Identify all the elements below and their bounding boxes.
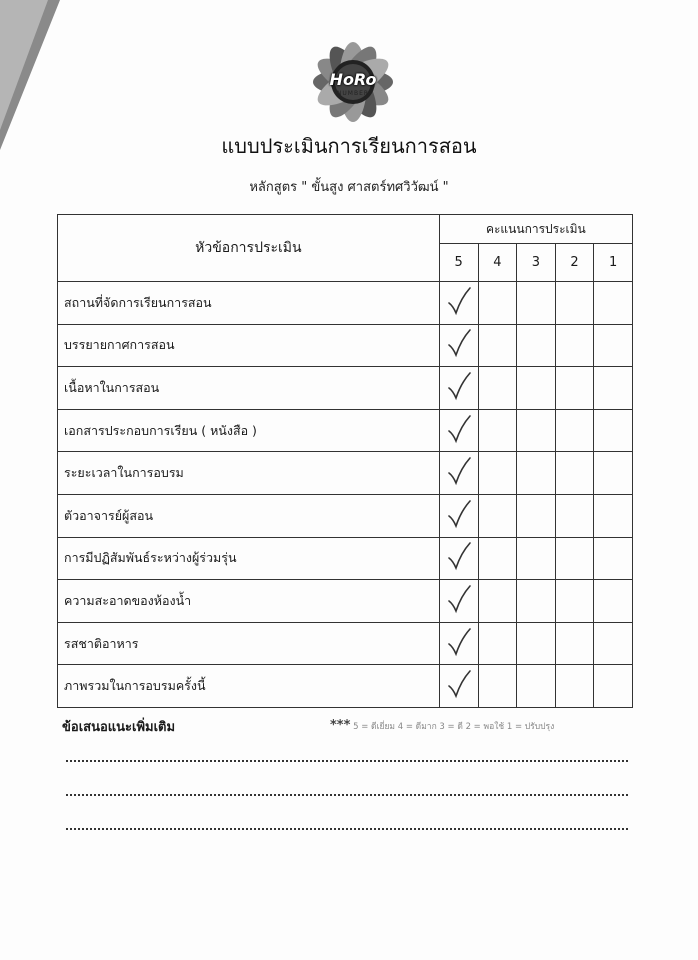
table-row bbox=[58, 494, 633, 537]
score-cell-4[interactable] bbox=[478, 665, 517, 708]
score-cell-3[interactable] bbox=[517, 622, 556, 665]
score-cell-2[interactable] bbox=[555, 494, 594, 537]
score-cell-2[interactable] bbox=[555, 324, 594, 367]
score-cell-4[interactable] bbox=[478, 367, 517, 410]
score-cell-3[interactable] bbox=[517, 452, 556, 495]
table-row bbox=[58, 282, 633, 325]
score-cell-1[interactable] bbox=[594, 367, 633, 410]
score-cell-4[interactable] bbox=[478, 452, 517, 495]
score-cell-1[interactable] bbox=[594, 452, 633, 495]
table-row bbox=[58, 537, 633, 580]
score-cell-5[interactable] bbox=[439, 324, 478, 367]
criteria-label: ความสะอาดของห้องน้ำ bbox=[58, 580, 440, 623]
table-row bbox=[58, 452, 633, 495]
score-cell-4[interactable] bbox=[478, 324, 517, 367]
score-cell-1[interactable] bbox=[594, 622, 633, 665]
score-cell-4[interactable] bbox=[478, 537, 517, 580]
logo-sub-text: NUMBER bbox=[336, 90, 370, 97]
score-cell-4[interactable] bbox=[478, 282, 517, 325]
score-cell-3[interactable] bbox=[517, 282, 556, 325]
table-row bbox=[58, 665, 633, 708]
score-cell-2[interactable] bbox=[555, 580, 594, 623]
score-cell-2[interactable] bbox=[555, 622, 594, 665]
score-cell-5[interactable] bbox=[439, 452, 478, 495]
checkmark-icon bbox=[446, 627, 472, 657]
criteria-label: บรรยายกาศการสอน bbox=[58, 324, 440, 367]
score-cell-3[interactable] bbox=[517, 665, 556, 708]
score-header: คะแนนการประเมิน bbox=[439, 215, 632, 244]
table-row bbox=[58, 580, 633, 623]
checkmark-icon bbox=[446, 669, 472, 699]
score-cell-2[interactable] bbox=[555, 409, 594, 452]
score-cell-2[interactable] bbox=[555, 367, 594, 410]
table-row bbox=[58, 324, 633, 367]
criteria-label: ตัวอาจารย์ผู้สอน bbox=[58, 494, 440, 537]
score-cell-1[interactable] bbox=[594, 409, 633, 452]
criteria-label: การมีปฏิสัมพันธ์ระหว่างผู้ร่วมรุ่น bbox=[58, 537, 440, 580]
score-cell-2[interactable] bbox=[555, 282, 594, 325]
checkmark-icon bbox=[446, 584, 472, 614]
score-cell-3[interactable] bbox=[517, 324, 556, 367]
criteria-label: เนื้อหาในการสอน bbox=[58, 367, 440, 410]
table-row bbox=[58, 622, 633, 665]
score-cell-5[interactable] bbox=[439, 494, 478, 537]
score-cell-5[interactable] bbox=[439, 409, 478, 452]
score-cell-4[interactable] bbox=[478, 580, 517, 623]
checkmark-icon bbox=[446, 541, 472, 571]
score-cell-3[interactable] bbox=[517, 494, 556, 537]
score-cell-5[interactable] bbox=[439, 537, 478, 580]
logo-brand-text: HoRo bbox=[329, 70, 377, 89]
score-legend bbox=[330, 718, 554, 733]
criteria-label: สถานที่จัดการเรียนการสอน bbox=[58, 282, 440, 325]
topic-header: หัวข้อการประเมิน bbox=[58, 215, 440, 282]
checkmark-icon bbox=[446, 371, 472, 401]
score-col-5: 5 bbox=[439, 244, 478, 282]
suggestion-line-1[interactable] bbox=[66, 760, 628, 762]
score-col-1: 1 bbox=[594, 244, 633, 282]
score-cell-3[interactable] bbox=[517, 409, 556, 452]
checkmark-icon bbox=[446, 456, 472, 486]
page-corner-fold-inner bbox=[0, 0, 48, 130]
score-cell-3[interactable] bbox=[517, 367, 556, 410]
score-cell-5[interactable] bbox=[439, 665, 478, 708]
score-cell-1[interactable] bbox=[594, 665, 633, 708]
score-cell-2[interactable] bbox=[555, 537, 594, 580]
course-subtitle: หลักสูตร " ขั้นสูง ศาสตร์ทศวิวัฒน์ " bbox=[249, 180, 449, 195]
score-cell-5[interactable] bbox=[439, 580, 478, 623]
score-cell-2[interactable] bbox=[555, 452, 594, 495]
criteria-label: เอกสารประกอบการเรียน ( หนังสือ ) bbox=[58, 409, 440, 452]
score-col-3: 3 bbox=[517, 244, 556, 282]
score-cell-5[interactable] bbox=[439, 622, 478, 665]
horo-logo bbox=[308, 42, 398, 122]
legend-text: 5 = ดีเยี่ยม 4 = ดีมาก 3 = ดี 2 = พอใช้ 1 = ปรับปรุง bbox=[353, 722, 555, 732]
score-cell-3[interactable] bbox=[517, 580, 556, 623]
evaluation-table bbox=[57, 214, 633, 708]
score-cell-4[interactable] bbox=[478, 409, 517, 452]
score-cell-1[interactable] bbox=[594, 537, 633, 580]
checkmark-icon bbox=[446, 286, 472, 316]
score-cell-1[interactable] bbox=[594, 494, 633, 537]
score-cell-3[interactable] bbox=[517, 537, 556, 580]
table-row bbox=[58, 409, 633, 452]
legend-stars: *** bbox=[330, 718, 351, 733]
criteria-label: ภาพรวมในการอบรมครั้งนี้ bbox=[58, 665, 440, 708]
suggestion-line-2[interactable] bbox=[66, 794, 628, 796]
score-cell-1[interactable] bbox=[594, 324, 633, 367]
score-cell-5[interactable] bbox=[439, 367, 478, 410]
suggestion-line-3[interactable] bbox=[66, 828, 628, 830]
page-title: แบบประเมินการเรียนการสอน bbox=[221, 134, 477, 158]
score-cell-1[interactable] bbox=[594, 580, 633, 623]
checkmark-icon bbox=[446, 328, 472, 358]
score-cell-4[interactable] bbox=[478, 622, 517, 665]
score-col-4: 4 bbox=[478, 244, 517, 282]
checkmark-icon bbox=[446, 499, 472, 529]
score-cell-4[interactable] bbox=[478, 494, 517, 537]
table-row bbox=[58, 367, 633, 410]
score-cell-1[interactable] bbox=[594, 282, 633, 325]
suggestion-label: ข้อเสนอแนะเพิ่มเติม bbox=[62, 720, 176, 735]
score-cell-2[interactable] bbox=[555, 665, 594, 708]
score-cell-5[interactable] bbox=[439, 282, 478, 325]
score-col-2: 2 bbox=[555, 244, 594, 282]
checkmark-icon bbox=[446, 414, 472, 444]
criteria-label: ระยะเวลาในการอบรม bbox=[58, 452, 440, 495]
criteria-label: รสชาติอาหาร bbox=[58, 622, 440, 665]
